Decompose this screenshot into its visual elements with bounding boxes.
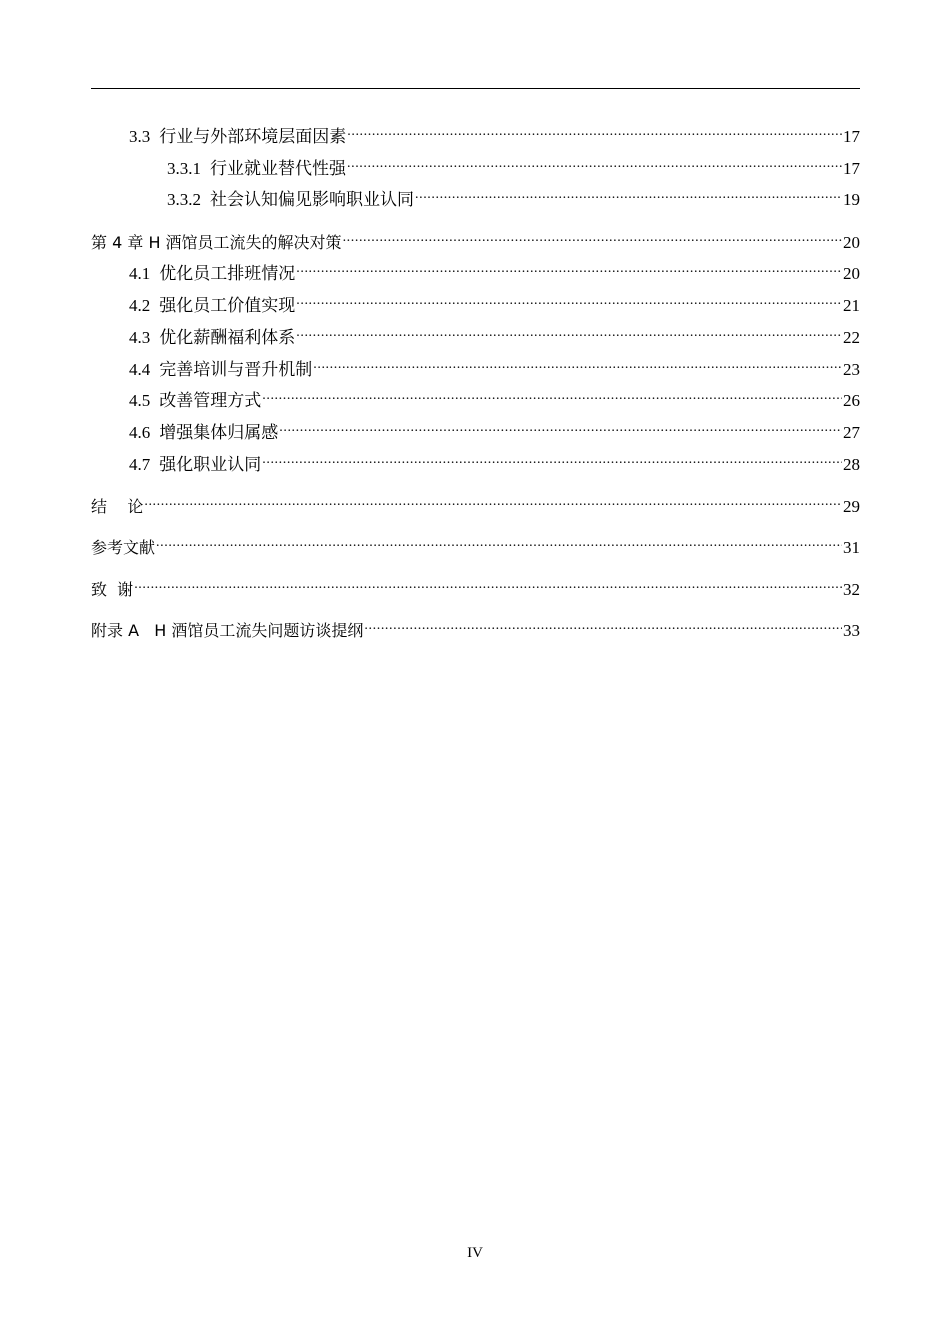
toc-entry-title: 参考文献 bbox=[91, 538, 156, 557]
toc-entry-title: 行业就业替代性强 bbox=[210, 159, 346, 178]
toc-dot-leader bbox=[262, 382, 842, 406]
toc-entry-page: 20 bbox=[843, 233, 860, 252]
toc-entry-title: 强化员工价值实现 bbox=[159, 296, 296, 315]
toc-entry-number: 4.2 bbox=[129, 296, 151, 315]
toc-entry-title: 致 谢 bbox=[91, 580, 134, 599]
toc-entry-references[interactable] bbox=[91, 529, 860, 557]
toc-entry-number: 4.1 bbox=[129, 264, 151, 283]
toc-dot-leader bbox=[296, 319, 842, 343]
toc-entry-title: 结 论 bbox=[91, 497, 144, 516]
toc-entry-page: 20 bbox=[843, 264, 860, 283]
toc-dot-leader bbox=[296, 287, 842, 311]
toc-entry-title: 改善管理方式 bbox=[159, 391, 262, 410]
toc-dot-leader bbox=[347, 118, 842, 142]
toc-entry-4-4[interactable] bbox=[91, 351, 860, 379]
toc-entry-page: 27 bbox=[843, 423, 860, 442]
toc-entry-title: 行业与外部环境层面因素 bbox=[159, 127, 347, 146]
toc-entry-number: 4.7 bbox=[129, 455, 151, 474]
toc-entry-4-1[interactable] bbox=[91, 255, 860, 283]
toc-entry-page: 17 bbox=[843, 159, 860, 178]
toc-entry-title: 优化薪酬福利体系 bbox=[159, 328, 296, 347]
toc-dot-leader bbox=[262, 446, 842, 470]
toc-entry-number: 3.3 bbox=[129, 127, 151, 146]
toc-entry-page: 32 bbox=[843, 580, 860, 599]
toc-entry-title: 增强集体归属感 bbox=[159, 423, 279, 442]
toc-entry-page: 29 bbox=[843, 497, 860, 516]
toc-entry-title: 强化职业认同 bbox=[159, 455, 262, 474]
toc-entry-3-3-1[interactable] bbox=[91, 150, 860, 178]
toc-entry-number: 4.6 bbox=[129, 423, 151, 442]
toc-entry-title: 第 4 章 H 酒馆员工流失的解决对策 bbox=[91, 233, 342, 252]
toc-entry-acknowledgements[interactable] bbox=[91, 571, 860, 599]
toc-entry-title: 附录 A H 酒馆员工流失问题访谈提纲 bbox=[91, 621, 364, 640]
toc-entry-page: 21 bbox=[843, 296, 860, 315]
toc-entry-number: 3.3.1 bbox=[167, 159, 201, 178]
toc-entry-page: 23 bbox=[843, 360, 860, 379]
toc-dot-leader bbox=[144, 488, 842, 512]
toc-entry-number: 4.4 bbox=[129, 360, 151, 379]
toc-entry-page: 26 bbox=[843, 391, 860, 410]
toc-entry-title: 优化员工排班情况 bbox=[159, 264, 296, 283]
toc-entry-number: 4.5 bbox=[129, 391, 151, 410]
toc-dot-leader bbox=[279, 414, 842, 438]
toc-dot-leader bbox=[296, 255, 842, 279]
footer-page-number: IV bbox=[467, 1245, 483, 1261]
toc-entry-3-3[interactable] bbox=[91, 118, 860, 146]
toc-entry-3-3-2[interactable] bbox=[91, 181, 860, 209]
toc-entry-page: 17 bbox=[843, 127, 860, 146]
toc-dot-leader bbox=[364, 612, 842, 636]
toc-entry-4-5[interactable] bbox=[91, 382, 860, 410]
toc-entry-page: 31 bbox=[843, 538, 860, 557]
toc-entry-4-7[interactable] bbox=[91, 446, 860, 474]
toc-entry-page: 22 bbox=[843, 328, 860, 347]
toc-dot-leader bbox=[415, 181, 842, 205]
toc-entry-title: 完善培训与晋升机制 bbox=[159, 360, 313, 379]
toc-dot-leader bbox=[343, 224, 842, 248]
toc-entry-appendix-a[interactable] bbox=[91, 612, 860, 640]
toc-entry-page: 19 bbox=[843, 190, 860, 209]
toc-entry-page: 28 bbox=[843, 455, 860, 474]
toc-dot-leader bbox=[347, 150, 842, 174]
toc-dot-leader bbox=[313, 351, 842, 375]
toc-dot-leader bbox=[156, 529, 842, 553]
toc-entry-conclusion[interactable] bbox=[91, 488, 860, 516]
toc-entry-title: 社会认知偏见影响职业认同 bbox=[210, 190, 414, 209]
toc-entry-number: 4.3 bbox=[129, 328, 151, 347]
toc-entry-4-3[interactable] bbox=[91, 319, 860, 347]
toc-entry-4-6[interactable] bbox=[91, 414, 860, 442]
toc-entry-number: 3.3.2 bbox=[167, 190, 201, 209]
toc-dot-leader bbox=[134, 571, 842, 595]
toc-entry-chapter-4[interactable] bbox=[91, 224, 860, 252]
toc-entry-page: 33 bbox=[843, 621, 860, 640]
header-rule bbox=[91, 88, 860, 89]
toc-entry-4-2[interactable] bbox=[91, 287, 860, 315]
